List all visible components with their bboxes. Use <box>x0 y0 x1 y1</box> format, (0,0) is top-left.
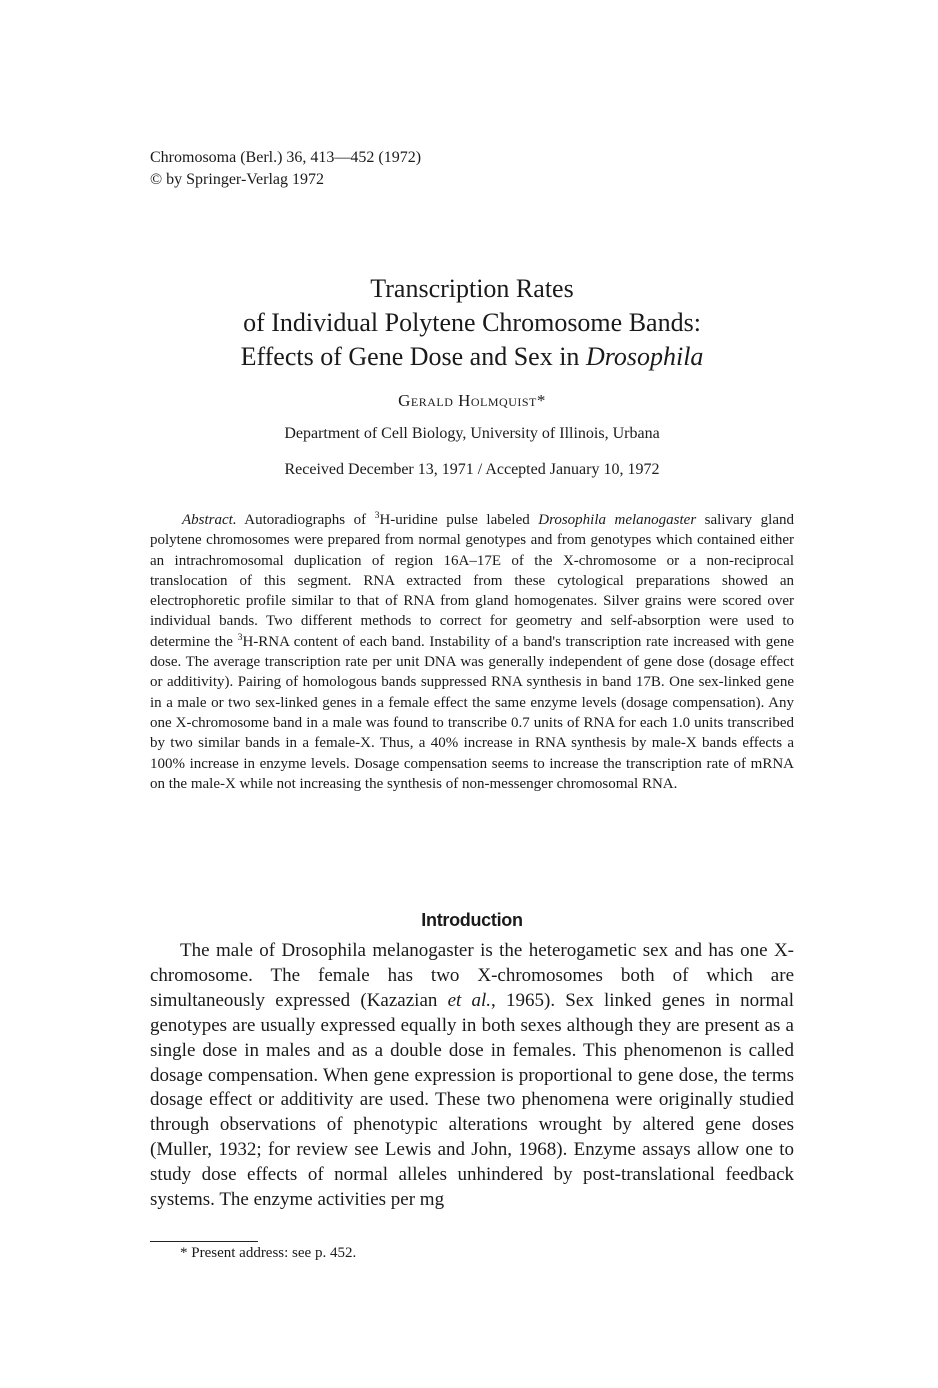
abstract-text-3: salivary gland polytene chromosomes were prepared from normal genotypes and from genotypes which contained either an intrachromosomal duplication of region 16A–17E of the X-chromosome or a non-reciprocal translocation of this segment. RNA extracted from these cytological preparations showed an electrophoretic profile similar to that of RNA from gland homogenates. Silver grains were scored over individual bands. Two different methods to correct for geometry and self-absorption were used to determine the <box>150 512 794 650</box>
intro-et-al: et al. <box>447 989 492 1011</box>
abstract-text-1: Autoradiographs of <box>236 512 375 528</box>
abstract-superscript-1: 3 <box>374 510 380 521</box>
abstract-lead: Abstract. <box>182 512 237 528</box>
title-line-2: of Individual Polytene Chromosome Bands: <box>243 308 701 337</box>
abstract <box>150 510 794 794</box>
footnote-rule <box>150 1241 258 1242</box>
paper-title <box>150 272 794 374</box>
title-line-3-prefix: Effects of Gene Dose and Sex in <box>240 342 586 371</box>
abstract-text-2: H-uridine pulse labeled <box>379 512 539 528</box>
journal-line-2: © by Springer-Verlag 1972 <box>150 171 325 188</box>
intro-text-1: The male of Drosophila melanogaster is the heterogametic sex and has one X-chromosome. The female has two X-chromosomes both of which are simultaneously expressed (Kazazian <box>150 940 794 1011</box>
received-dates: Received December 13, 1971 / Accepted January 10, 1972 <box>284 461 660 478</box>
introduction-body <box>150 939 794 1213</box>
title-line-3 <box>150 340 794 374</box>
author-name: Gerald Holmquist* <box>398 391 546 410</box>
journal-citation <box>150 147 421 191</box>
section-heading-introduction: Introduction <box>421 910 523 930</box>
intro-text-2: , 1965). Sex linked genes in normal genotypes are usually expressed equally in both sexes although they are present as a single dose in males and as a double dose in females. This phenomenon is called dosage compensation. When gene expression is proportional to gene dose, the terms dosage effect or additivity are used. These two phenomena were originally studied through observations of phenotypic alterations wrought by altered gene doses (Muller, 1932; for review see Lewis and John, 1968). Enzyme assays allow one to study dose effects of normal alleles unhindered by post-translational feedback systems. The enzyme activities per mg <box>150 989 794 1211</box>
abstract-superscript-2: 3 <box>237 631 243 643</box>
abstract-text-4: H-RNA content of each band. Instability of a band's transcription rate increased with gene dose. The average transcription rate per unit DNA was generally independent of gene dose (dosage effect or additivity). Pairing of homologous bands suppressed RNA synthesis in band 17B. One sex-linked gene in a male or two sex-linked genes in a female effect the same enzyme levels (dosage compensation). Any one X-chromosome band in a male was found to transcribe 0.7 units of RNA for each 1.0 units transcribed by two similar bands in a female-X. Thus, a 40% increase in RNA synthesis by male-X bands effects a 100% increase in enzyme levels. Dosage compensation seems to increase the transcription rate of mRNA on the male-X while not increasing the synthesis of non-messenger chromosomal RNA. <box>150 633 795 792</box>
title-line-1: Transcription Rates <box>370 274 574 303</box>
affiliation: Department of Cell Biology, University of Illinois, Urbana <box>284 425 660 442</box>
footnote: * Present address: see p. 452. <box>180 1245 357 1261</box>
title-italic-genus: Drosophila <box>585 342 704 371</box>
journal-line-1: Chromosoma (Berl.) 36, 413—452 (1972) <box>150 149 422 166</box>
abstract-species: Drosophila melanogaster <box>538 512 697 528</box>
